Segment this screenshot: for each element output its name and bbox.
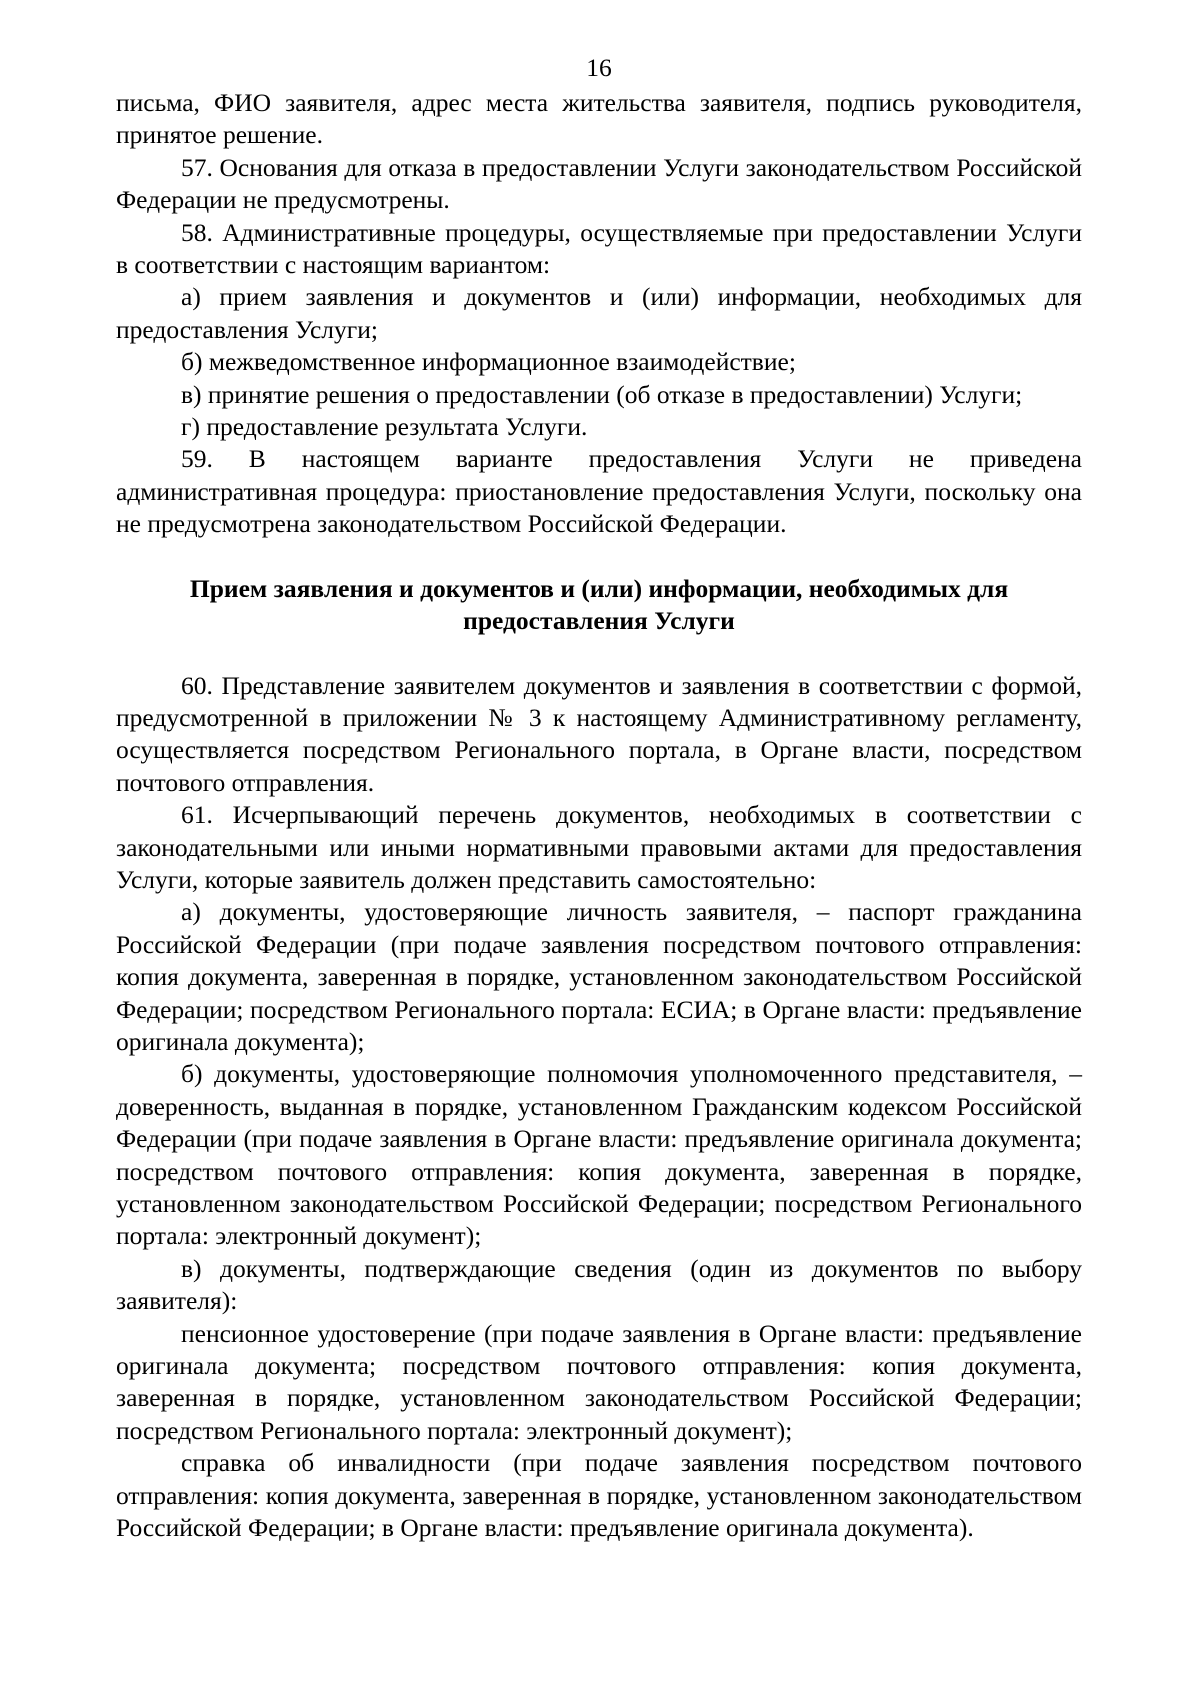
paragraph-58-item-g: г) предоставление результата Услуги. (181, 412, 588, 442)
paragraph-58-item-a: а) прием заявления и документов и (или) информации, необходимых для предоставления Услуги; (116, 282, 1082, 344)
paragraph-61-item-v: в) документы, подтверждающие сведения (один из документов по выбору заявителя): (116, 1253, 1082, 1316)
paragraph-58-item-v: в) принятие решения о предоставлении (об отказе в предоставлении) Услуги; (181, 379, 1023, 409)
paragraph-58-item-b: б) межведомственное информационное взаимодействие; (181, 347, 796, 377)
paragraph-61: 61. Исчерпывающий перечень документов, необходимых в соответствии с законодательными или иными нормативными правовыми актами для предоставления Услуги, которые заявитель должен представить самостоятельно: (116, 800, 1082, 894)
paragraph-59: 59. В настоящем варианте предоставления Услуги не приведена административная процедура: приостановление предоставления Услуги, поскольку она не предусмотрена законодательством Российской Федерации. (116, 444, 1082, 539)
document-page (116, 52, 1082, 1544)
paragraph-61-item-b: б) документы, удостоверяющие полномочия уполномоченного представителя, – доверенность, выданная в порядке, установленном Гражданским кодексом Российской Федерации (при подаче заявления в Органе власти: предъявление оригинала документа; посредством почтового отправления: копия документа, заверенная в порядке, установленном законодательством Российской Федерации; посредством Регионального портала: электронный документ); (116, 1059, 1082, 1251)
paragraph-58: 58. Административные процедуры, осуществляемые при предоставлении Услуги в соответствии с настоящим вариантом: (116, 217, 1082, 280)
section-heading: Прием заявления и документов и (или) информации, необходимых для предоставления Услуги (189, 573, 1009, 636)
paragraph-60: 60. Представление заявителем документов и заявления в соответствии с формой, предусмотренной в приложении № 3 к настоящему Административному регламенту, осуществляется посредством Регионального портала, в Органе власти, посредством почтового отправления. (116, 670, 1082, 797)
paragraph-continuation: письма, ФИО заявителя, адрес места жительства заявителя, подпись руководителя, принятое решение. (116, 88, 1082, 150)
paragraph-pension-certificate: пенсионное удостоверение (при подаче заявления в Органе власти: предъявление оригинала документа; посредством почтового отправления: копия документа, заверенная в порядке, установленном законодательством Российской Федерации; посредством Регионального портала: электронный документ); (116, 1318, 1082, 1445)
paragraph-57: 57. Основания для отказа в предоставлении Услуги законодательством Российской Федерации не предусмотрены. (116, 152, 1082, 215)
paragraph-61-item-a: а) документы, удостоверяющие личность заявителя, – паспорт гражданина Российской Федерации (при подаче заявления посредством почтового отправления: копия документа, заверенная в порядке, установленном законодательством Российской Федерации; посредством Регионального портала: ЕСИА; в Органе власти: предъявление оригинала документа); (116, 897, 1082, 1056)
page-number: 16 (586, 53, 612, 82)
paragraph-disability-certificate: справка об инвалидности (при подаче заявления посредством почтового отправления: копия документа, заверенная в порядке, установленном законодательством Российской Федерации; в Органе власти: предъявление оригинала документа). (116, 1448, 1082, 1543)
